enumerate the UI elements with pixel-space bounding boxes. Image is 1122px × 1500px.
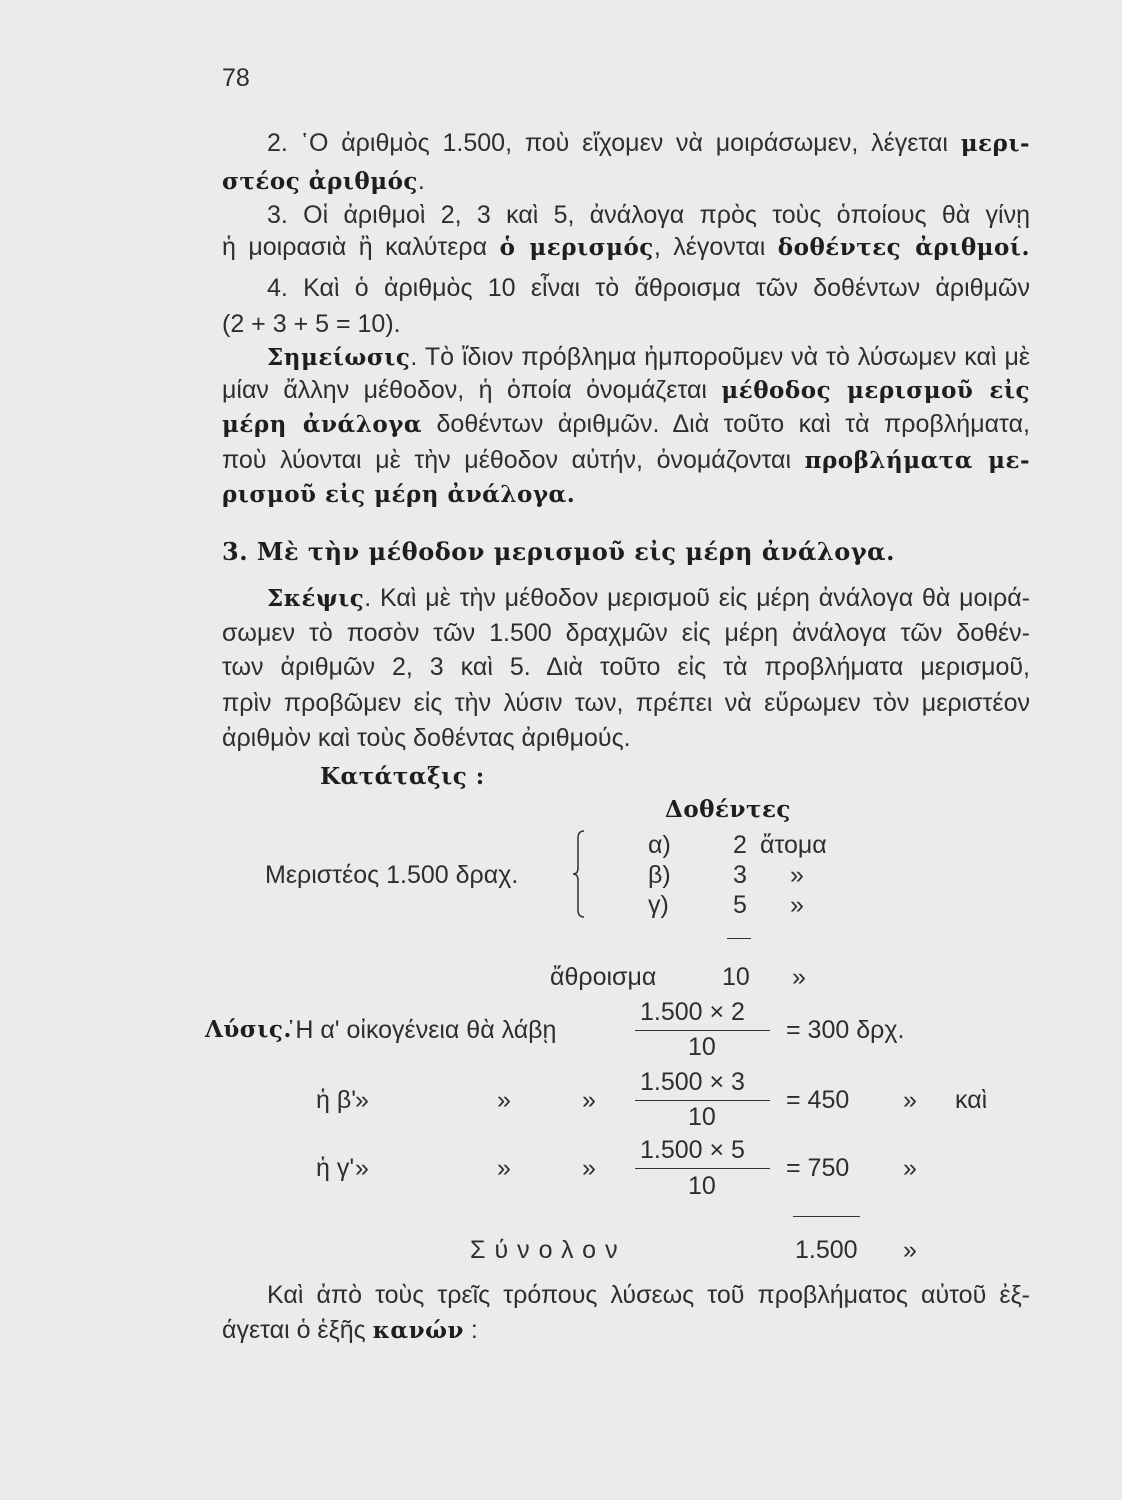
row-result: = 450 bbox=[786, 1086, 850, 1114]
bold-term: Σημείωσις bbox=[267, 344, 411, 371]
fraction-denominator: 10 bbox=[688, 1172, 716, 1200]
total-value: 1.500 bbox=[795, 1236, 858, 1264]
text-line bbox=[267, 340, 1030, 374]
given-value: 3 bbox=[733, 861, 747, 889]
text-line bbox=[267, 271, 1030, 305]
given-header: Δοθέντες bbox=[665, 796, 791, 823]
dividend-label: Μεριστέος 1.500 δραχ. bbox=[265, 861, 519, 889]
text: 3. Οἱ ἀριθμοὶ 2, 3 καὶ 5, ἀνάλογα πρὸς τοὺς ὁποίους θὰ γίνῃ bbox=[267, 201, 1030, 229]
ditto-mark: » bbox=[497, 1086, 511, 1114]
curly-brace-icon bbox=[572, 830, 586, 918]
text: ἀριθμὸν καὶ τοὺς δοθέντας ἀριθμούς. bbox=[222, 724, 631, 752]
row-unit: » bbox=[903, 1154, 917, 1182]
text-line bbox=[222, 230, 1030, 264]
bold-term: ρισμοῦ εἰς μέρη ἀνάλογα. bbox=[222, 481, 576, 508]
text-line bbox=[222, 164, 1030, 198]
ditto-mark: » bbox=[582, 1086, 596, 1114]
classification-title: Κατάταξις : bbox=[320, 763, 485, 790]
row-lead: ἡ β' bbox=[316, 1086, 357, 1114]
given-unit: » bbox=[790, 861, 804, 889]
text: ἡ μοιρασιὰ ἢ καλύτερα bbox=[222, 233, 500, 261]
fraction-denominator: 10 bbox=[688, 1033, 716, 1061]
text-line bbox=[222, 373, 1030, 407]
text-line bbox=[222, 407, 1030, 441]
text-line bbox=[222, 307, 1030, 341]
given-unit: » bbox=[790, 891, 804, 919]
text-line bbox=[222, 477, 1030, 511]
text-line bbox=[222, 650, 1030, 684]
text: Καὶ ἀπὸ τοὺς τρεῖς τρόπους λύσεως τοῦ προβλήματος αὐτοῦ ἐξ- bbox=[267, 1281, 1030, 1309]
fraction-denominator: 10 bbox=[688, 1103, 716, 1131]
row-result: = 300 δρχ. bbox=[786, 1016, 905, 1044]
sum-label: ἄθροισμα bbox=[550, 963, 657, 991]
text-line bbox=[267, 126, 1030, 160]
total-unit: » bbox=[903, 1236, 917, 1264]
text-line bbox=[267, 1278, 1030, 1312]
bold-term: Σκέψις bbox=[267, 585, 365, 612]
text-line bbox=[267, 581, 1030, 615]
row-lead: ἡ γ' bbox=[316, 1154, 355, 1182]
ditto-mark: » bbox=[355, 1154, 369, 1182]
bold-term: μερι- bbox=[960, 130, 1030, 157]
given-unit: ἄτομα bbox=[760, 831, 827, 859]
bold-term: ὁ μερισμός bbox=[499, 234, 654, 261]
ditto-mark: » bbox=[497, 1154, 511, 1182]
row-result: = 750 bbox=[786, 1154, 850, 1182]
given-label: γ) bbox=[648, 891, 669, 919]
section-heading bbox=[222, 535, 895, 569]
bold-term: δοθέντες ἀριθμοί. bbox=[777, 234, 1030, 261]
text: 4. Καὶ ὁ ἀριθμὸς 10 εἶναι τὸ ἄθροισμα τῶν δοθέντων ἀριθμῶν bbox=[267, 274, 1030, 302]
fraction-numerator: 1.500 × 2 bbox=[640, 998, 745, 1026]
text-line bbox=[267, 198, 1030, 232]
given-label: α) bbox=[648, 831, 671, 859]
text: . Τὸ ἴδιον πρόβλημα ἠμποροῦμεν νὰ τὸ λύσωμεν καὶ μὲ bbox=[410, 343, 1030, 371]
text: των ἀριθμῶν 2, 3 καὶ 5. Διὰ τοῦτο εἰς τὰ προβλήματα μερισμοῦ, bbox=[222, 653, 1030, 681]
sum-value: 10 bbox=[722, 963, 750, 991]
text-line bbox=[222, 686, 1030, 720]
bold-term: στέος ἀριθμός bbox=[222, 168, 418, 195]
text: 2. ῾Ο ἀριθμὸς 1.500, ποὺ εἴχομεν νὰ μοιράσωμεν, λέγεται bbox=[267, 129, 961, 157]
bold-term: μέρη ἀνάλογα bbox=[222, 411, 423, 438]
text: πρὶν προβῶμεν εἰς τὴν λύσιν των, πρέπει νὰ εὕρωμεν τὸν μεριστέον bbox=[222, 689, 1030, 717]
given-value: 2 bbox=[733, 831, 747, 859]
text: (2 + 3 + 5 = 10). bbox=[222, 310, 401, 338]
ditto-mark: » bbox=[355, 1086, 369, 1114]
text-line bbox=[222, 1313, 1030, 1347]
sum-divider bbox=[727, 938, 751, 939]
text: ποὺ λύονται μὲ τὴν μέθοδον αὐτήν, ὀνομάζονται bbox=[222, 446, 805, 474]
text: . bbox=[417, 167, 425, 195]
text: , λέγονται bbox=[653, 233, 778, 261]
bold-term: κανών bbox=[372, 1317, 464, 1344]
bold-term: προβλήματα με- bbox=[804, 447, 1031, 474]
text-line bbox=[222, 721, 1030, 755]
text-line bbox=[222, 443, 1030, 477]
bold-term: μέθοδος μερισμοῦ εἰς bbox=[721, 377, 1030, 404]
total-label: Σύνολον bbox=[470, 1236, 627, 1264]
page-number: 78 bbox=[222, 64, 250, 92]
text: δοθέντων ἀριθμῶν. Διὰ τοῦτο καὶ τὰ προβλήματα, bbox=[422, 410, 1030, 438]
text: : bbox=[463, 1316, 478, 1344]
sum-unit: » bbox=[792, 963, 806, 991]
fraction-numerator: 1.500 × 3 bbox=[640, 1068, 745, 1096]
text: σωμεν τὸ ποσὸν τῶν 1.500 δραχμῶν εἰς μέρη ἀνάλογα τῶν δοθέν- bbox=[222, 619, 1030, 647]
text: . Καὶ μὲ τὴν μέθοδον μερισμοῦ εἰς μέρη ἀνάλογα θὰ μοιρά- bbox=[364, 584, 1030, 612]
row-tail: καὶ bbox=[955, 1086, 988, 1114]
text: άγεται ὁ ἑξῆς bbox=[222, 1316, 373, 1344]
given-value: 5 bbox=[733, 891, 747, 919]
text-line bbox=[222, 616, 1030, 650]
row-lead: ῾Η α' οἰκογένεια θὰ λάβῃ bbox=[287, 1016, 557, 1044]
ditto-mark: » bbox=[582, 1154, 596, 1182]
heading-text: 3. Μὲ τὴν μέθοδον μερισμοῦ εἰς μέρη ἀνάλογα. bbox=[222, 537, 895, 566]
row-unit: » bbox=[903, 1086, 917, 1114]
given-label: β) bbox=[648, 861, 671, 889]
fraction-numerator: 1.500 × 5 bbox=[640, 1136, 745, 1164]
solution-title: Λύσις. bbox=[205, 1016, 292, 1043]
text: μίαν ἄλλην μέθοδον, ἡ ὁποία ὀνομάζεται bbox=[222, 376, 722, 404]
total-divider bbox=[793, 1216, 860, 1217]
